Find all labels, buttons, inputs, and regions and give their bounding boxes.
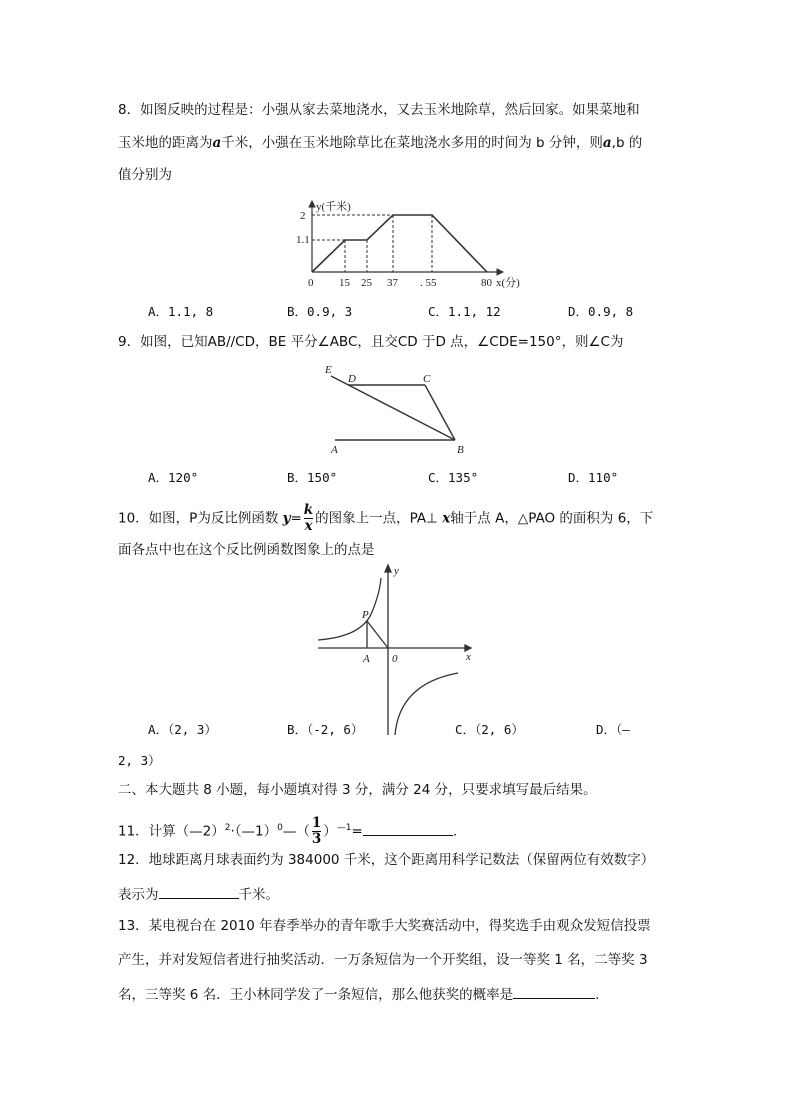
label-x: x: [466, 651, 471, 663]
q10-text: 轴于点 A，△PAO 的面积为 6，下: [450, 510, 654, 527]
q8-text: 玉米地的距离为: [118, 135, 213, 151]
q10-option-c: C．（2, 6）: [455, 722, 524, 737]
q8-text: 千米，小强在玉米地除草比在菜地浇水多用的时间为 b 分钟，则: [221, 135, 603, 151]
q13-text: 名，三等奖 6 名．王小林同学发了一条短信，那么他获奖的概率是: [118, 987, 514, 1003]
var-y: y: [282, 510, 291, 527]
q12-answer-blank[interactable]: [159, 884, 239, 899]
y-axis-arrow-icon: [385, 565, 391, 572]
numerator: 1: [311, 815, 322, 831]
q11-text: .: [452, 823, 458, 840]
q10-text: 的图象上一点，PA⊥: [315, 510, 438, 527]
label-b: B: [457, 444, 464, 456]
q11-answer-blank[interactable]: [363, 821, 453, 836]
y-axis-label: y(千米): [316, 201, 351, 213]
q13-answer-blank[interactable]: [513, 984, 595, 999]
q11-text: —（: [282, 823, 310, 840]
denominator: 3: [311, 831, 322, 847]
q9-option-c: C．135°: [428, 470, 479, 485]
graph-line: [312, 215, 487, 272]
q10-option-d: D．（—: [596, 722, 630, 737]
x-tick: . 55: [420, 277, 437, 289]
label-c: C: [423, 373, 431, 385]
exponent: —1: [336, 823, 352, 833]
x-axis-label: x(分): [496, 277, 520, 289]
y-tick: 2: [300, 210, 306, 222]
q10-option-b: B．（-2, 6）: [287, 722, 364, 737]
q13-line3: [118, 984, 599, 1004]
q8-text: ,b 的: [611, 135, 643, 151]
q8-option-d: D．0.9, 8: [568, 304, 634, 319]
x-tick: 15: [339, 277, 350, 289]
section-2-heading: 二、本大题共 8 小题，每小题填对得 3 分，满分 24 分，只要求填写最后结果。: [118, 782, 597, 798]
label-y: y: [394, 565, 399, 577]
label-a: A: [363, 653, 370, 665]
x-tick: 0: [308, 277, 314, 289]
q13-line2: 产生，并对发短信者进行抽奖活动．一万条短信为一个开奖组，设一等奖 1 名，二等奖 3: [118, 952, 648, 968]
fraction-k-over-x: [304, 503, 313, 534]
q12-line2: [118, 884, 279, 904]
label-a: A: [331, 444, 338, 456]
lower-right-branch: [395, 673, 458, 735]
q8-option-a: A．1.1, 8: [148, 304, 214, 319]
q13-line1: 13．某电视台在 2010 年春季举办的青年歌手大奖赛活动中，得奖选手由观众发短信投票: [118, 918, 651, 934]
label-p: P: [362, 609, 369, 621]
q8-line3: 值分别为: [118, 167, 172, 183]
q12-text: 千米。: [238, 887, 279, 903]
exponent: 2: [224, 823, 231, 833]
q10-option-a: A．（2, 3）: [148, 722, 217, 737]
q11-text: 11．计算（—2）: [118, 823, 225, 840]
exponent: 0: [277, 823, 283, 833]
x-tick: 25: [361, 277, 372, 289]
q10-line2: 面各点中也在这个反比例函数图象上的点是: [118, 542, 375, 558]
q8-option-b: B．0.9, 3: [287, 304, 353, 319]
q12-line1: 12．地球距离月球表面约为 384000 千米，这个距离用科学记数法（保留两位有效数字）: [118, 852, 655, 868]
q10-hyperbola-figure: [318, 565, 471, 735]
q11-line: [118, 816, 457, 847]
guide-lines: [312, 215, 432, 272]
x-axis-arrow-icon: [497, 269, 503, 275]
q10-text: 10．如图，P为反比例函数: [118, 510, 279, 527]
var-a: a: [212, 135, 222, 151]
q10-option-d-cont: 2, 3）: [118, 753, 161, 768]
q9-option-d: D．110°: [568, 470, 619, 485]
q8-line1: 8．如图反映的过程是：小强从家去菜地浇水，又去玉米地除草，然后回家。如果菜地和: [118, 102, 640, 118]
q8-option-c: C．1.1, 12: [428, 304, 501, 319]
q11-text: ·（—1）: [230, 823, 278, 840]
denominator: x: [304, 518, 313, 534]
var-x: x: [442, 510, 451, 527]
q10-line1: [118, 503, 653, 534]
y-axis-arrow-icon: [309, 201, 315, 207]
q13-text: .: [595, 987, 600, 1003]
label-e: E: [325, 364, 332, 376]
upper-left-branch: [318, 578, 381, 640]
y-tick: 1.1: [296, 234, 310, 246]
label-d: D: [348, 373, 356, 385]
label-o: 0: [392, 653, 398, 665]
q12-text: 表示为: [118, 887, 159, 903]
q9-line1: 9．如图，已知AB//CD，BE 平分∠ABC，且交CD 于D 点，∠CDE=150°，则∠C为: [118, 334, 624, 350]
q11-text: ）: [323, 823, 337, 840]
q11-text: =: [351, 823, 363, 840]
var-a: a: [602, 135, 612, 151]
q9-option-b: B．150°: [287, 470, 338, 485]
fraction-one-third: [312, 816, 321, 847]
x-tick: 80: [481, 277, 492, 289]
q9-figure: [331, 376, 455, 440]
q9-option-a: A．120°: [148, 470, 199, 485]
x-tick: 37: [387, 277, 398, 289]
equals: =: [290, 510, 302, 527]
numerator: k: [303, 502, 314, 518]
